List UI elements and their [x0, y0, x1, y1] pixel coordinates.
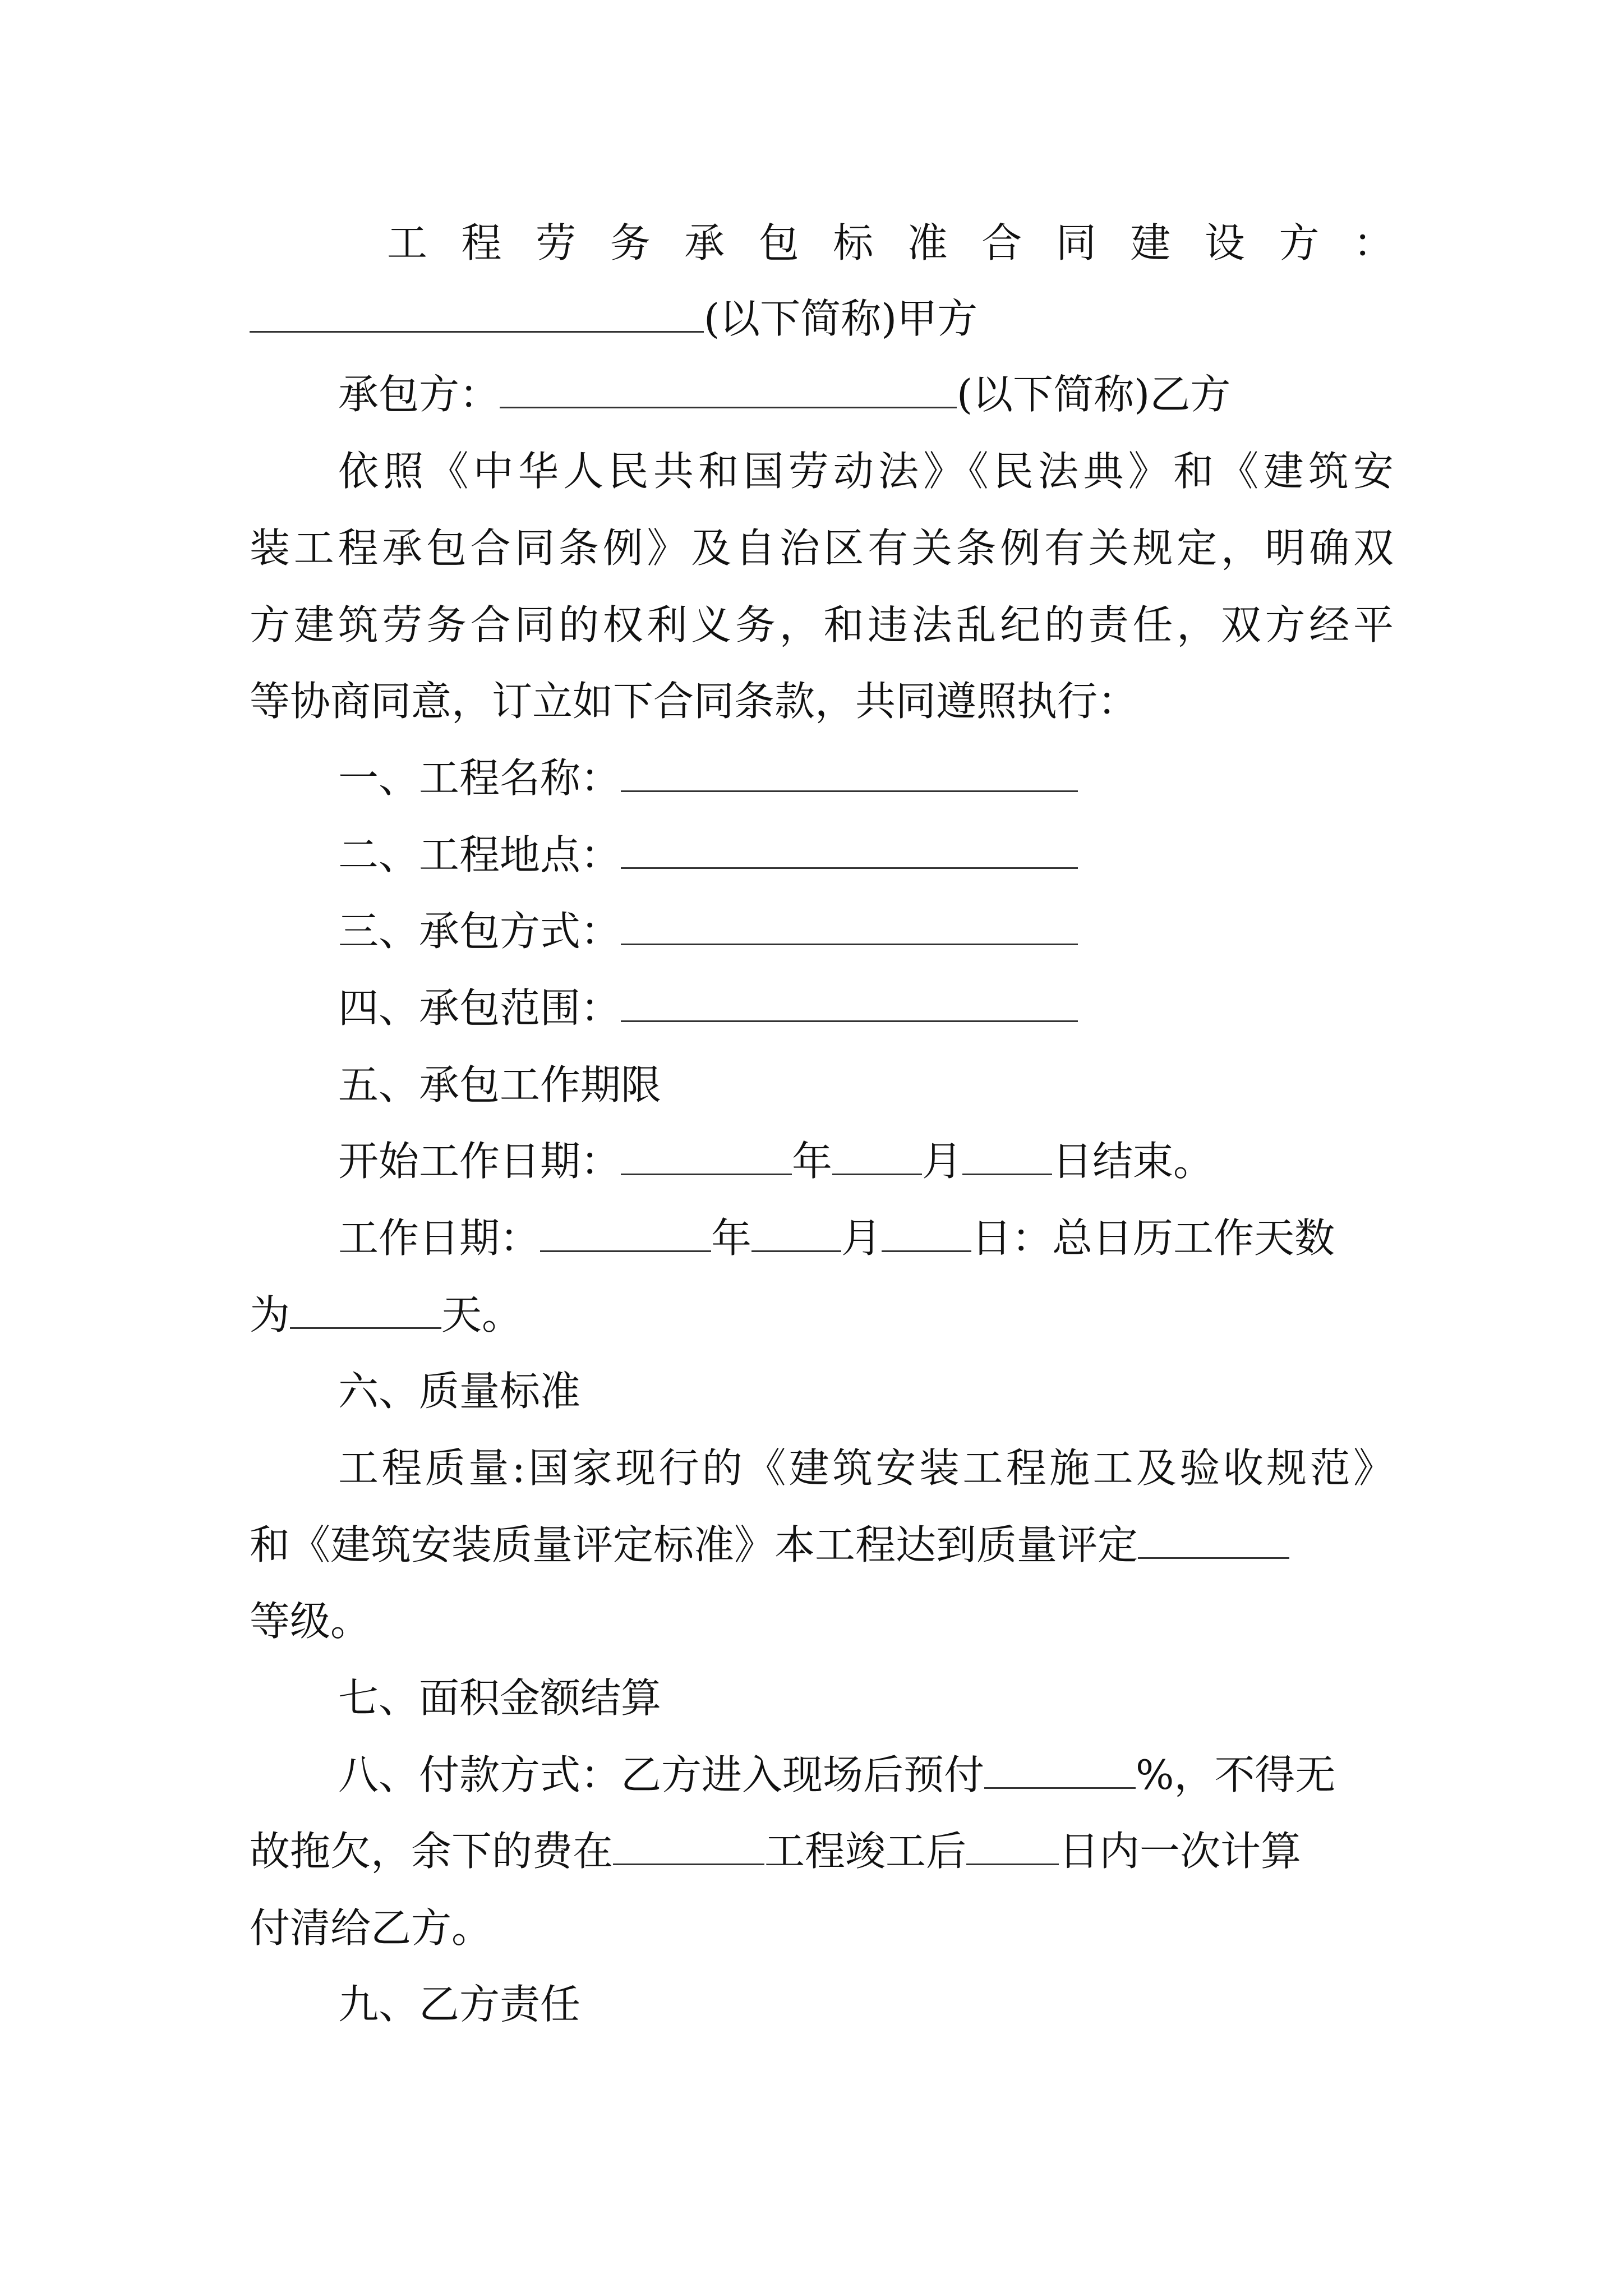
payment-line-2: 故拖欠，余下的费在 工程竣工后 日内一次计算: [250, 1823, 1394, 1879]
party-b-label: 承包方：: [338, 371, 500, 418]
intro-line-1: 依照《中华人民共和国劳动法》《民法典》和《建筑安: [338, 448, 1394, 495]
start-month-blank: [832, 1134, 922, 1175]
project-name-blank: [621, 751, 1078, 792]
party-b-suffix: (以下简称)乙方: [957, 371, 1231, 418]
item-contract-scope: 四、承包范围：: [250, 980, 1394, 1036]
project-location-blank: [621, 828, 1078, 869]
item-quality-standard: 六、质量标准: [338, 1368, 581, 1415]
payment-line-1: 八、付款方式：乙方进入现场后预付 %，不得无: [250, 1747, 1394, 1803]
quality-line-3: 等级。: [250, 1598, 371, 1645]
work-month-blank: [751, 1211, 841, 1252]
party-a-suffix: (以下简称)甲方: [704, 295, 978, 342]
work-day-blank: [882, 1211, 971, 1252]
quality-grade-blank: [1138, 1518, 1289, 1559]
item-area-settlement: 七、面积金额结算: [338, 1674, 662, 1722]
item-project-name: 一、工程名称：: [250, 750, 1394, 806]
intro-line-2: 装工程承包合同条例》及自治区有关条例有关规定，明确双: [250, 524, 1394, 572]
intro-line-3: 方建筑劳务合同的权利义务，和违法乱纪的责任，双方经平: [250, 601, 1394, 648]
prepay-percent-blank: [984, 1748, 1136, 1789]
start-date-line: 开始工作日期： 年 月 日结束。: [250, 1133, 1394, 1189]
work-date-line: 工作日期： 年 月 日：总日历工作天数: [250, 1210, 1394, 1266]
item-project-location: 二、工程地点：: [250, 827, 1394, 883]
payment-days-blank: [966, 1824, 1059, 1865]
party-a-blank: [250, 292, 704, 333]
payment-line-3: 付清给乙方。: [250, 1904, 492, 1952]
remaining-fee-blank: [613, 1824, 764, 1865]
item-party-b-duty: 九、乙方责任: [338, 1981, 581, 2028]
start-day-blank: [962, 1134, 1052, 1175]
item-work-period: 五、承包工作期限: [338, 1061, 662, 1108]
party-b-blank: [500, 367, 957, 408]
party-b-line: [250, 366, 1394, 422]
contract-method-blank: [621, 904, 1078, 945]
intro-line-4: 等协商同意，订立如下合同条款，共同遵照执行：: [250, 678, 1138, 725]
start-year-blank: [621, 1134, 792, 1175]
quality-line-2: 和《建筑安装质量评定标准》本工程达到质量评定: [250, 1517, 1394, 1573]
total-days-line: 为 天。: [250, 1287, 1394, 1343]
total-days-blank: [290, 1288, 441, 1329]
party-a-line: [250, 291, 1394, 347]
quality-line-1: 工程质量:国家现行的《建筑安装工程施工及验收规范》: [338, 1444, 1394, 1492]
work-year-blank: [540, 1211, 711, 1252]
title-line: 工 程 劳 务 承 包 标 准 合 同 建 设 方 ：: [387, 219, 1394, 266]
item-contract-method: 三、承包方式：: [250, 903, 1394, 959]
contract-scope-blank: [621, 981, 1078, 1022]
